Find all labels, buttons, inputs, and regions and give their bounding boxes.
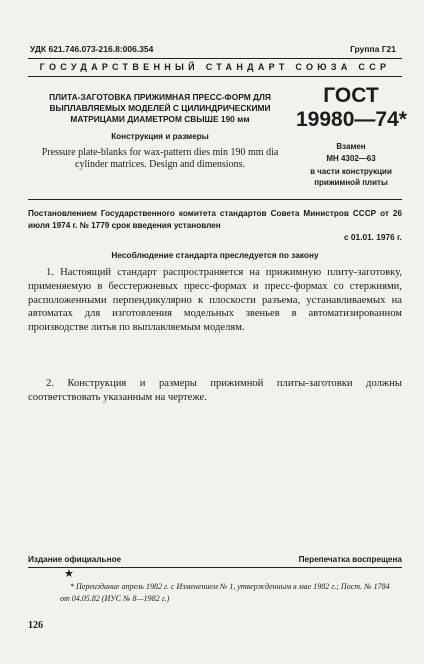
replaces-label: Взамен	[336, 142, 366, 151]
decree-text: Постановлением Государственного комитета стандартов Совета Министров СССР от 26 июля 1974 г. № 1779 срок введения установлен	[28, 209, 402, 230]
replaced-standard-code: МН 4302—63	[326, 154, 376, 163]
standard-title-ru: ПЛИТА-ЗАГОТОВКА ПРИЖИМНАЯ ПРЕСС-ФОРМ ДЛЯ ВЫПЛАВЛЯЕМЫХ МОДЕЛЕЙ С ЦИЛИНДРИЧЕСКИМИ МАТРИЦАМИ ДИАМЕТРОМ СВЫШЕ 190 мм	[49, 92, 271, 124]
reprint-prohibited-label: Перепечатка воспрещена	[298, 555, 402, 564]
middle-rule	[28, 199, 402, 200]
violation-notice: Несоблюдение стандарта преследуется по закону	[111, 250, 319, 260]
bottom-rule	[28, 567, 402, 568]
official-edition-label: Издание официальное	[28, 555, 122, 564]
state-standard-heading: ГОСУДАРСТВЕННЫЙ СТАНДАРТ СОЮЗА ССР	[39, 62, 391, 72]
standard-title-en: Pressure plate-blanks for wax-pattern dies min 190 mm dia cylinder matrices. Design and dimensions.	[41, 147, 279, 170]
top-rule	[28, 58, 402, 59]
body-paragraph-1: 1. Настоящий стандарт распространяется на прижимную плиту-заготовку, применяемую в бесстержневых пресс-формах и пресс-формах со стержнями, расположенными перпендикулярно к плоскости разъема, устанавливаемых на автоматах для изготовления модельных звеньев в автоматизированном производстве литья по выплавляемым моделям.	[28, 267, 402, 334]
effective-date: с 01.01. 1976 г.	[344, 232, 402, 242]
udk-code: УДК 621.746.073-216.8:006.354	[30, 44, 154, 54]
gost-label: ГОСТ	[323, 84, 379, 107]
top-rule-lower	[28, 76, 402, 77]
replacement-scope-note: в части конструкции прижимной плиты	[310, 167, 392, 187]
standard-subtitle-ru: Конструкция и размеры	[111, 132, 209, 141]
star-icon: ★	[64, 568, 74, 580]
group-code: Группа Г21	[350, 44, 396, 54]
gost-number: 19980—74*	[296, 108, 407, 131]
body-paragraph-2: 2. Конструкция и размеры прижимной плиты-заготовки должны соответствовать указанным на чертеже.	[28, 378, 402, 403]
reissue-footnote: * Переиздание апрель 1982 г. с Изменением № 1, утвержденным в мае 1982 г.; Пост. № 1784 от 04.05.82 (ИУС № 8—1982 г.)	[60, 582, 390, 603]
page-number: 126	[28, 620, 43, 631]
